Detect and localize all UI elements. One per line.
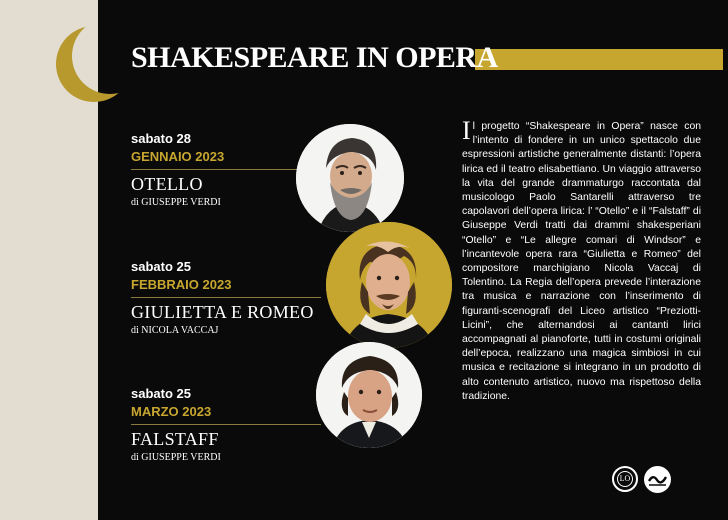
divider — [131, 297, 321, 298]
opera-title: GIULIETTA E ROMEO — [131, 302, 314, 322]
event-month: GENNAIO 2023 — [131, 149, 225, 164]
event-giulietta-e-romeo — [131, 259, 331, 349]
drop-cap: I — [462, 116, 471, 145]
event-falstaff — [131, 386, 331, 476]
composer-name: di GIUSEPPE VERDI — [131, 452, 221, 463]
divider — [131, 169, 321, 170]
circle-brand-logo-icon — [644, 466, 671, 493]
project-description — [462, 116, 701, 404]
event-day: sabato 25 — [131, 259, 191, 274]
composer-name: di GIUSEPPE VERDI — [131, 197, 221, 208]
crescent-moon-icon — [52, 22, 132, 104]
opera-title: FALSTAFF — [131, 429, 219, 449]
opera-title: OTELLO — [131, 174, 203, 194]
portrait-shakespeare — [326, 222, 452, 348]
event-month: FEBBRAIO 2023 — [131, 277, 232, 292]
composer-name: di NICOLA VACCAJ — [131, 325, 219, 336]
title-accent-bar — [475, 49, 723, 70]
portrait-verdi — [296, 124, 404, 232]
event-month: MARZO 2023 — [131, 404, 212, 419]
divider — [131, 424, 321, 425]
seal-logo-icon: LO — [612, 466, 638, 492]
event-day: sabato 25 — [131, 386, 191, 401]
page-title: SHAKESPEARE IN OPERA — [131, 41, 498, 74]
portrait-vaccaj — [316, 342, 422, 448]
event-day: sabato 28 — [131, 131, 191, 146]
description-text: l progetto “Shakespeare in Opera” nasce con l’intento di fondere in un unico spettacolo due espressioni artistiche generalmente distanti: l’opera lirica ed il teatro elisabettiano. Un viaggio attraverso la vita del grande drammaturgo raccontata dal musicologo Paolo Santarelli attraverso tre capolavori dell’opera lirica: l’ “Otello” e il “Falstaff” di Giuseppe Verdi tratti dai drammi shakesperiani “Otello” e “Le allegre comari di Windsor” e l’incantevole opera rara “Giulietta e Romeo” del compositore marchigiano Nicola Vaccaj di Tolentino. La Regia dell’opera prevede l’interazione tra musica e narrazione con l’inserimento di figuranti-scenografi del Liceo artistico “Preziotti-Licini”, che alternandosi ai cantanti lirici accompagnati al pianoforte, tutti in costumi originali dell’epoca, realizzano una magica simbiosi in cui musica e recitazione si integrano in un prodotto di alto contenuto artistico, nuovo ma rispettoso della tradizione. — [462, 121, 701, 402]
